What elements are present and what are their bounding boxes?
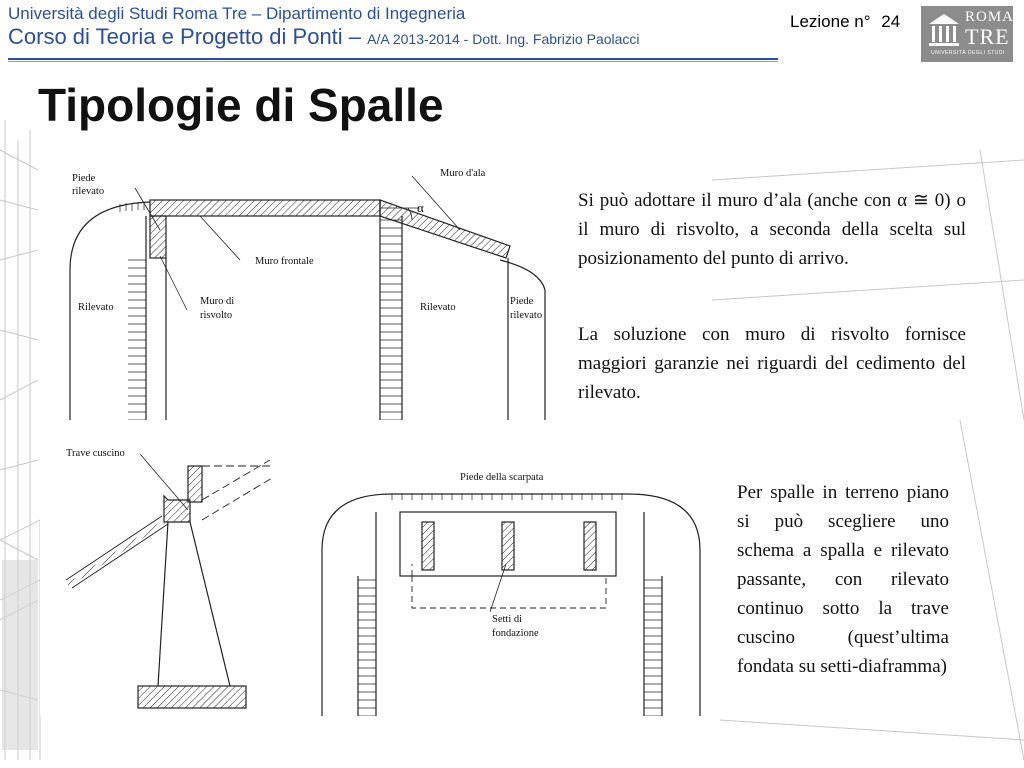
- label-alpha: α: [417, 200, 424, 215]
- label-piede-rilevato: Piede: [72, 173, 96, 184]
- logo-roma: ROMA: [965, 9, 1015, 25]
- header-rule: [8, 58, 778, 60]
- lecture-label: Lezione n°: [790, 12, 871, 31]
- plan-setti-fondazione: [322, 494, 700, 716]
- label-rilevato-right: Rilevato: [420, 302, 456, 313]
- label-muro-ala: Muro d'ala: [440, 168, 486, 179]
- label-piede-right: Piede: [510, 296, 534, 307]
- label-piede-scarpata: Piede della scarpata: [460, 472, 544, 483]
- logo-temple-icon: [927, 12, 961, 48]
- label-setti: Setti di: [492, 614, 523, 625]
- label-muro-frontale: Muro frontale: [255, 256, 314, 267]
- course-title: Corso di Teoria e Progetto di Ponti –: [8, 24, 362, 49]
- plan-wing-walls: [70, 176, 545, 420]
- lecture-number: 24: [881, 12, 901, 31]
- university-line: Università degli Studi Roma Tre – Dipartimento di Ingegneria: [8, 4, 466, 23]
- roma-tre-logo: [921, 6, 1013, 62]
- paragraph-flat-terrain: Per spalle in terreno piano si può scegliere uno schema a spalla e rilevato passante, con rilevato continuo sotto la trave cuscino (quest’ultima fondata su setti-diaframma): [737, 482, 949, 677]
- logo-tre: TRE: [965, 24, 1010, 49]
- paragraph-return-wall: La soluzione con muro di risvolto fornisce maggiori garanzie nei riguardi del cedimento del rilevato.: [578, 324, 966, 403]
- logo-subtitle: UNIVERSITÀ DEGLI STUDI: [931, 50, 1005, 56]
- section-trave-cuscino: [66, 454, 272, 708]
- paragraph-wing-wall: Si può adottare il muro d’ala (anche con α ≅ 0) o il muro di risvolto, a seconda della scelta sul posizionamento del punto di arrivo.: [578, 190, 966, 269]
- course-subtitle: A/A 2013-2014 - Dott. Ing. Fabrizio Paolacci: [367, 31, 640, 47]
- lecture-indicator: [790, 12, 900, 32]
- header-rule-thin: [8, 61, 778, 62]
- label-setti-2: fondazione: [492, 628, 539, 639]
- label-piede-right-2: rilevato: [510, 310, 543, 321]
- label-trave-cuscino: Trave cuscino: [66, 448, 125, 459]
- course-line: [8, 24, 778, 52]
- label-muro-risvolto: Muro di: [200, 296, 235, 307]
- header: [8, 4, 778, 52]
- label-piede-rilevato-2: rilevato: [72, 186, 105, 197]
- label-muro-risvolto-2: risvolto: [200, 310, 233, 321]
- label-rilevato-left: Rilevato: [78, 302, 114, 313]
- slide-title: Tipologie di Spalle: [38, 79, 444, 131]
